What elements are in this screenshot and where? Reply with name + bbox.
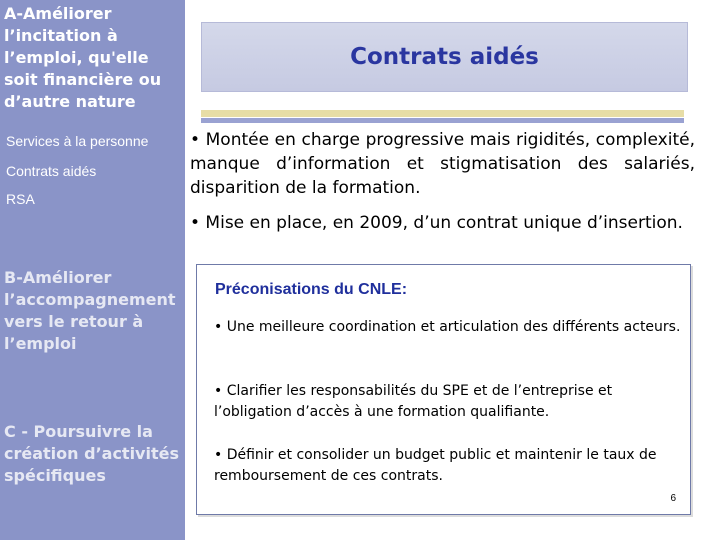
divider-bottom [201, 118, 684, 123]
recommendation-item: • Une meilleure coordination et articulation des différents acteurs. [214, 319, 681, 335]
sidebar-heading-b: B-Améliorer l’accompagnement vers le retour à l’emploi [4, 268, 176, 353]
recommendation-item: • Définir et consolider un budget public et maintenir le taux de remboursement de ces contrats. [214, 447, 657, 484]
sidebar-item-services[interactable]: Services à la personne [6, 133, 149, 149]
divider-top [201, 110, 684, 117]
sidebar-heading-a: A-Améliorer l’incitation à l’emploi, qu'elle soit financière ou d’autre nature [4, 4, 162, 111]
bullet-1: • Montée en charge progressive mais rigidités, complexité, manque d’information et stigmatisation des salariés, disparition de la formation. [190, 130, 695, 198]
page-number: 6 [670, 493, 676, 504]
recommendation-item: • Clarifier les responsabilités du SPE et de l’entreprise et l’obligation d’accès à une formation qualifiante. [214, 383, 613, 420]
sidebar-item-contrats[interactable]: Contrats aidés [6, 163, 97, 179]
sidebar [0, 0, 185, 540]
recommendations-title: Préconisations du CNLE: [215, 281, 408, 298]
sidebar-item-rsa[interactable]: RSA [6, 191, 35, 207]
page-title: Contrats aidés [350, 44, 539, 70]
recommendations-box [196, 264, 691, 515]
title-box [201, 22, 688, 92]
sidebar-heading-c: C - Poursuivre la création d’activités spécifiques [4, 422, 179, 485]
bullet-2: • Mise en place, en 2009, d’un contrat unique d’insertion. [190, 213, 683, 233]
